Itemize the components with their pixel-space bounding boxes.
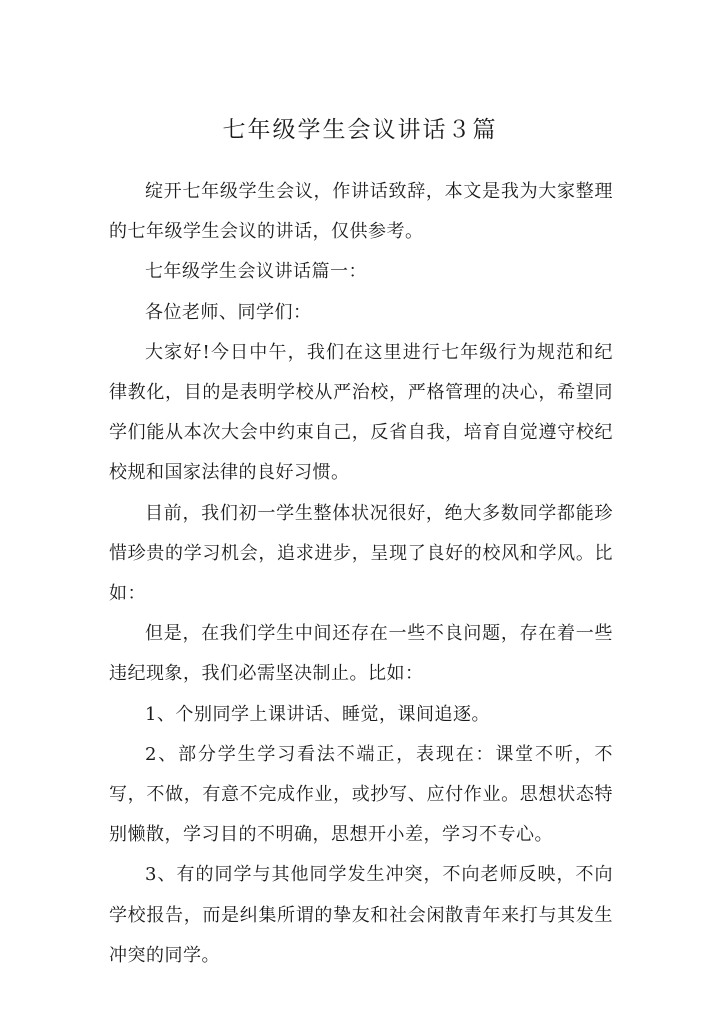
paragraph-salutation: 各位老师、同学们：: [145, 301, 312, 323]
paragraph-item-1: 1、个别同学上课讲话、睡觉，课间追逐。: [145, 703, 490, 725]
paragraph-item-3: 3、有的同学与其他同学发生冲突，不向老师反映，不向学校报告，而是纠集所谓的挚友和社会闲散青年来打与其发生冲突的同学。: [109, 864, 613, 966]
paragraph-greeting: 大家好!今日中午，我们在这里进行七年级行为规范和纪律教化，目的是表明学校从严治校，严格管理的决心，希望同学们能从本次大会中约束自己，反省自我，培育自觉遵守校纪校规和国家法律的良好习惯。: [109, 341, 613, 484]
paragraph-item-2: 2、部分学生学习看法不端正，表现在：课堂不听，不写，不做，有意不完成作业，或抄写、应付作业。思想状态特别懒散，学习目的不明确，思想开小差，学习不专心。: [109, 743, 613, 846]
paragraph-problems: 但是，在我们学生中间还存在一些不良问题，存在着一些违纪现象，我们必需坚决制止。比如：: [109, 623, 613, 685]
document-body: [109, 172, 613, 976]
document-title: 七年级学生会议讲话３篇: [222, 117, 498, 143]
paragraph-intro: 绽开七年级学生会议，作讲话致辞，本文是我为大家整理的七年级学生会议的讲话，仅供参考。: [109, 181, 613, 243]
paragraph-section-heading: 七年级学生会议讲话篇一：: [145, 261, 367, 283]
paragraph-current-status: 目前，我们初一学生整体状况很好，绝大多数同学都能珍惜珍贵的学习机会，追求进步，呈现了良好的校风和学风。比如：: [109, 502, 613, 605]
